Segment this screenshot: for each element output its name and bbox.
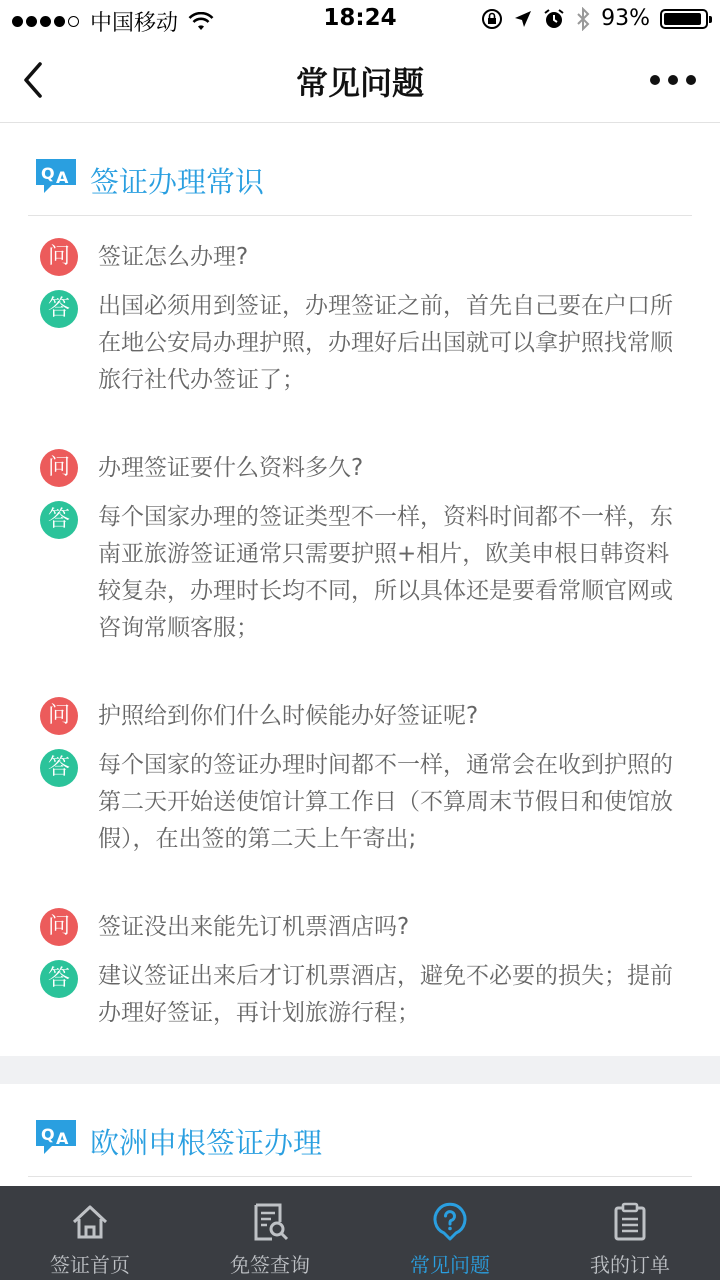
section-title: 签证办理常识 — [90, 165, 265, 199]
answer-badge: 答 — [40, 749, 78, 787]
answer-text: 每个国家的签证办理时间都不一样，通常会在收到护照的第二天开始送使馆计算工作日（不算周末节假日和使馆放假），在出签的第二天上午寄出; — [98, 752, 673, 852]
clipboard-icon — [610, 1202, 650, 1242]
location-icon — [513, 9, 533, 29]
answer-row — [28, 958, 692, 1032]
faq-item — [28, 216, 692, 399]
question-text: 办理签证要什么资料多久? — [98, 455, 364, 481]
svg-text:A: A — [56, 1129, 69, 1148]
tab-visa-free[interactable] — [180, 1186, 360, 1280]
status-bar — [0, 0, 720, 40]
question-bubble-icon — [430, 1202, 470, 1242]
bluetooth-icon — [575, 7, 591, 31]
qa-icon — [34, 157, 78, 197]
home-icon — [70, 1202, 110, 1242]
answer-row — [28, 747, 692, 858]
faq-content — [0, 123, 720, 1249]
section-title: 欧洲申根签证办理 — [90, 1126, 323, 1160]
page-title: 常见问题 — [295, 64, 424, 102]
battery-icon — [660, 9, 708, 29]
answer-row — [28, 499, 692, 647]
tab-label: 免签查询 — [230, 1253, 310, 1277]
section-divider — [0, 1056, 720, 1084]
answer-text: 出国必须用到签证，办理签证之前，首先自己要在户口所在地公安局办理护照，办理好后出国就可以拿护照找常顺旅行社代办签证了； — [98, 293, 673, 393]
question-badge: 问 — [40, 908, 78, 946]
question-badge: 问 — [40, 697, 78, 735]
tab-label: 签证首页 — [50, 1253, 130, 1277]
section-header — [28, 1084, 692, 1177]
alarm-icon — [543, 8, 565, 30]
answer-text: 每个国家办理的签证类型不一样，资料时间都不一样，东南亚旅游签证通常只需要护照+相片，欧美申根日韩资料较复杂，办理时长均不同，所以具体还是要看常顺官网或咨询常顺客服； — [98, 504, 673, 641]
carrier-name: 中国移动 — [90, 11, 179, 36]
search-document-icon — [250, 1202, 290, 1242]
faq-item — [28, 858, 692, 1032]
question-badge: 问 — [40, 449, 78, 487]
more-icon[interactable] — [650, 68, 696, 92]
faq-section-visa-basics — [0, 123, 720, 1032]
answer-badge: 答 — [40, 290, 78, 328]
svg-text:Q: Q — [41, 164, 55, 183]
question-row — [28, 908, 692, 946]
answer-badge: 答 — [40, 501, 78, 539]
question-text: 签证没出来能先订机票酒店吗? — [98, 914, 410, 940]
question-row — [28, 449, 692, 487]
answer-text: 建议签证出来后才订机票酒店，避免不必要的损失；提前办理好签证，再计划旅游行程； — [98, 963, 673, 1026]
question-row — [28, 238, 692, 276]
svg-text:Q: Q — [41, 1125, 55, 1144]
rotation-lock-icon — [481, 8, 503, 30]
answer-row — [28, 288, 692, 399]
status-right — [471, 6, 708, 31]
status-time: 18:24 — [323, 5, 397, 31]
question-text: 护照给到你们什么时候能办好签证呢? — [98, 703, 479, 729]
faq-item — [28, 647, 692, 858]
tab-my-orders[interactable] — [540, 1186, 720, 1280]
question-row — [28, 697, 692, 735]
faq-list — [0, 216, 720, 1032]
tab-label: 我的订单 — [590, 1253, 670, 1277]
svg-text:A: A — [56, 168, 69, 187]
faq-item — [28, 399, 692, 647]
tab-faq[interactable] — [360, 1186, 540, 1280]
tab-label: 常见问题 — [410, 1253, 490, 1277]
question-text: 签证怎么办理? — [98, 244, 249, 270]
nav-bar — [0, 40, 720, 123]
tab-bar — [0, 1186, 720, 1280]
question-badge: 问 — [40, 238, 78, 276]
tab-visa-home[interactable] — [0, 1186, 180, 1280]
section-header — [28, 123, 692, 216]
answer-badge: 答 — [40, 960, 78, 998]
qa-icon — [34, 1118, 78, 1158]
battery-percent: 93% — [601, 6, 650, 31]
